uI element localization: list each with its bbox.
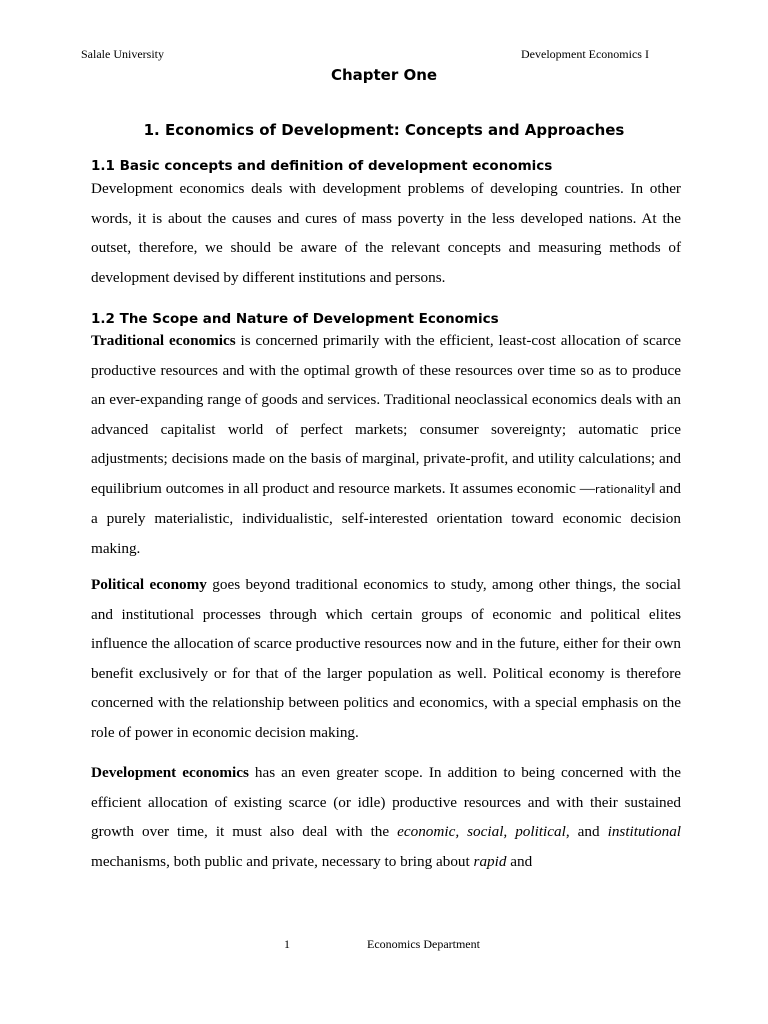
section-heading-1-2: 1.2 The Scope and Nature of Development Economics [91, 311, 499, 327]
header-university: Salale University [81, 47, 164, 61]
section-heading-1-1: 1.1 Basic concepts and definition of development economics [91, 158, 553, 174]
paragraph-text: is concerned primarily with the efficient, least-cost allocation of scarce productive resources and with the optimal growth of these resources over time so as to produce an ever-expanding range of goods and services. Traditional neoclassical economics deals with an advanced capitalist world of perfect markets; consumer sovereignty; automatic price adjustments; decisions made on the basis of marginal, private-profit, and utility calculations; and equilibrium outcomes in all product and resource markets. It assumes economic [91, 332, 681, 497]
paragraph-text: and [506, 852, 533, 870]
footer-department: Economics Department [367, 937, 480, 951]
term-traditional-economics: Traditional economics [91, 332, 236, 349]
chapter-heading: Chapter One [330, 66, 438, 84]
paragraph-basic-concepts: Development economics deals with development problems of developing countries. In other words, it is about the causes and cures of mass poverty in the less developed nations. At the outset, therefore, we should be aware of the relevant concepts and measuring methods of development devised by different institutions and persons. [91, 180, 681, 286]
paragraph-political-economy [91, 570, 681, 747]
header-course: Development Economics I [521, 47, 649, 61]
page-title: 1. Economics of Development: Concepts and Approaches [143, 121, 625, 139]
paragraph-development-economics [91, 758, 681, 876]
paragraph-text: mechanisms, both public and private, necessary to bring about [91, 852, 474, 870]
quote-close: ‖ [650, 479, 656, 497]
paragraph-text: , and [565, 823, 608, 840]
italic-phrase: institutional [607, 823, 682, 840]
term-development-economics: Development economics [91, 764, 249, 781]
italic-phrase: rapid [473, 852, 507, 870]
page-number: 1 [284, 937, 290, 951]
paragraph-text: and a purely materialistic, individualistic, self-interested orientation toward economic decision making. [91, 479, 681, 557]
italic-phrase: economic, social, political [397, 823, 566, 840]
paragraph-text: has an even greater scope. In addition to being concerned with the efficient allocation of existing scarce (or idle) productive resources and with their sustained growth over time, it must also deal with the [91, 764, 681, 840]
paragraph-traditional-economics [91, 326, 681, 563]
quote-open: ― [579, 479, 595, 497]
paragraph-text: goes beyond traditional economics to study, among other things, the social and institutional processes through which certain groups of economic and political elites influence the allocation of scarce productive resources now and in the future, either for their own benefit exclusively or for that of the larger population as well. Political economy is therefore concerned with the relationship between politics and economics, with a special emphasis on the role of power in economic decision making. [91, 576, 681, 741]
quoted-term: rationality [594, 482, 651, 496]
term-political-economy: Political economy [91, 576, 207, 593]
